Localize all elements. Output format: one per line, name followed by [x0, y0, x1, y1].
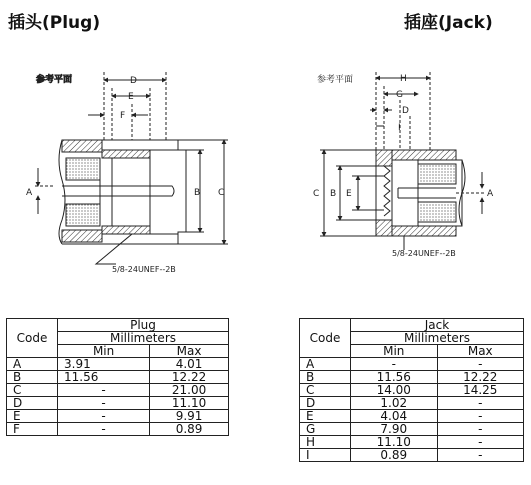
jack-min-header: Min [351, 345, 438, 358]
plug-title: 插头(Plug) [8, 13, 101, 33]
table-row: B 11.56 12.22 [7, 371, 229, 384]
jack-dim-h: H [400, 74, 407, 84]
jack-dim-c: C [313, 189, 320, 199]
jack-thread-label: 5/8-24UNEF--2B [392, 249, 456, 258]
table-row: A - - [300, 358, 524, 371]
plug-dim-e: E [128, 92, 134, 102]
plug-dimension-table [6, 318, 229, 436]
jack-dim-a: A [487, 189, 494, 199]
jack-dim-b: B [330, 189, 337, 199]
table-row: G 7.90 - [300, 423, 524, 436]
table-row: I 0.89 - [300, 449, 524, 462]
table-row: F - 0.89 [7, 423, 229, 436]
plug-reference-plane-label: 参考平面 [36, 75, 73, 85]
jack-reference-plane-label: 参考平面 [317, 75, 354, 85]
table-row: E 4.04 - [300, 410, 524, 423]
jack-code-header: Code [300, 319, 351, 358]
plug-min-header: Min [58, 345, 150, 358]
table-row: H 11.10 - [300, 436, 524, 449]
plug-dim-c: C [218, 188, 225, 198]
jack-dimension-table [299, 318, 524, 462]
jack-dim-g: G [396, 90, 403, 100]
plug-dim-b: B [194, 188, 201, 198]
plug-thread-label: 5/8-24UNEF--2B [112, 265, 176, 274]
jack-table-title: Jack [351, 319, 524, 332]
plug-drawing [26, 72, 228, 274]
jack-dim-e: E [346, 189, 352, 199]
plug-unit-header: Millimeters [58, 332, 229, 345]
table-row: D 1.02 - [300, 397, 524, 410]
plug-code-header: Code [7, 319, 58, 358]
jack-dim-i: I [398, 123, 401, 133]
table-row: C 14.00 14.25 [300, 384, 524, 397]
table-row: A 3.91 4.01 [7, 358, 229, 371]
plug-table-title: Plug [58, 319, 229, 332]
jack-title: 插座(Jack) [404, 13, 493, 33]
plug-dim-a: A [26, 188, 33, 198]
plug-max-header: Max [150, 345, 229, 358]
jack-unit-header: Millimeters [351, 332, 524, 345]
plug-dim-d: D [130, 76, 137, 86]
table-row: E - 9.91 [7, 410, 229, 423]
jack-max-header: Max [437, 345, 524, 358]
jack-dim-d: D [402, 106, 409, 116]
table-row: C - 21.00 [7, 384, 229, 397]
table-row: B 11.56 12.22 [300, 371, 524, 384]
table-row: D - 11.10 [7, 397, 229, 410]
plug-dim-f: F [120, 111, 126, 121]
jack-drawing [313, 72, 494, 258]
